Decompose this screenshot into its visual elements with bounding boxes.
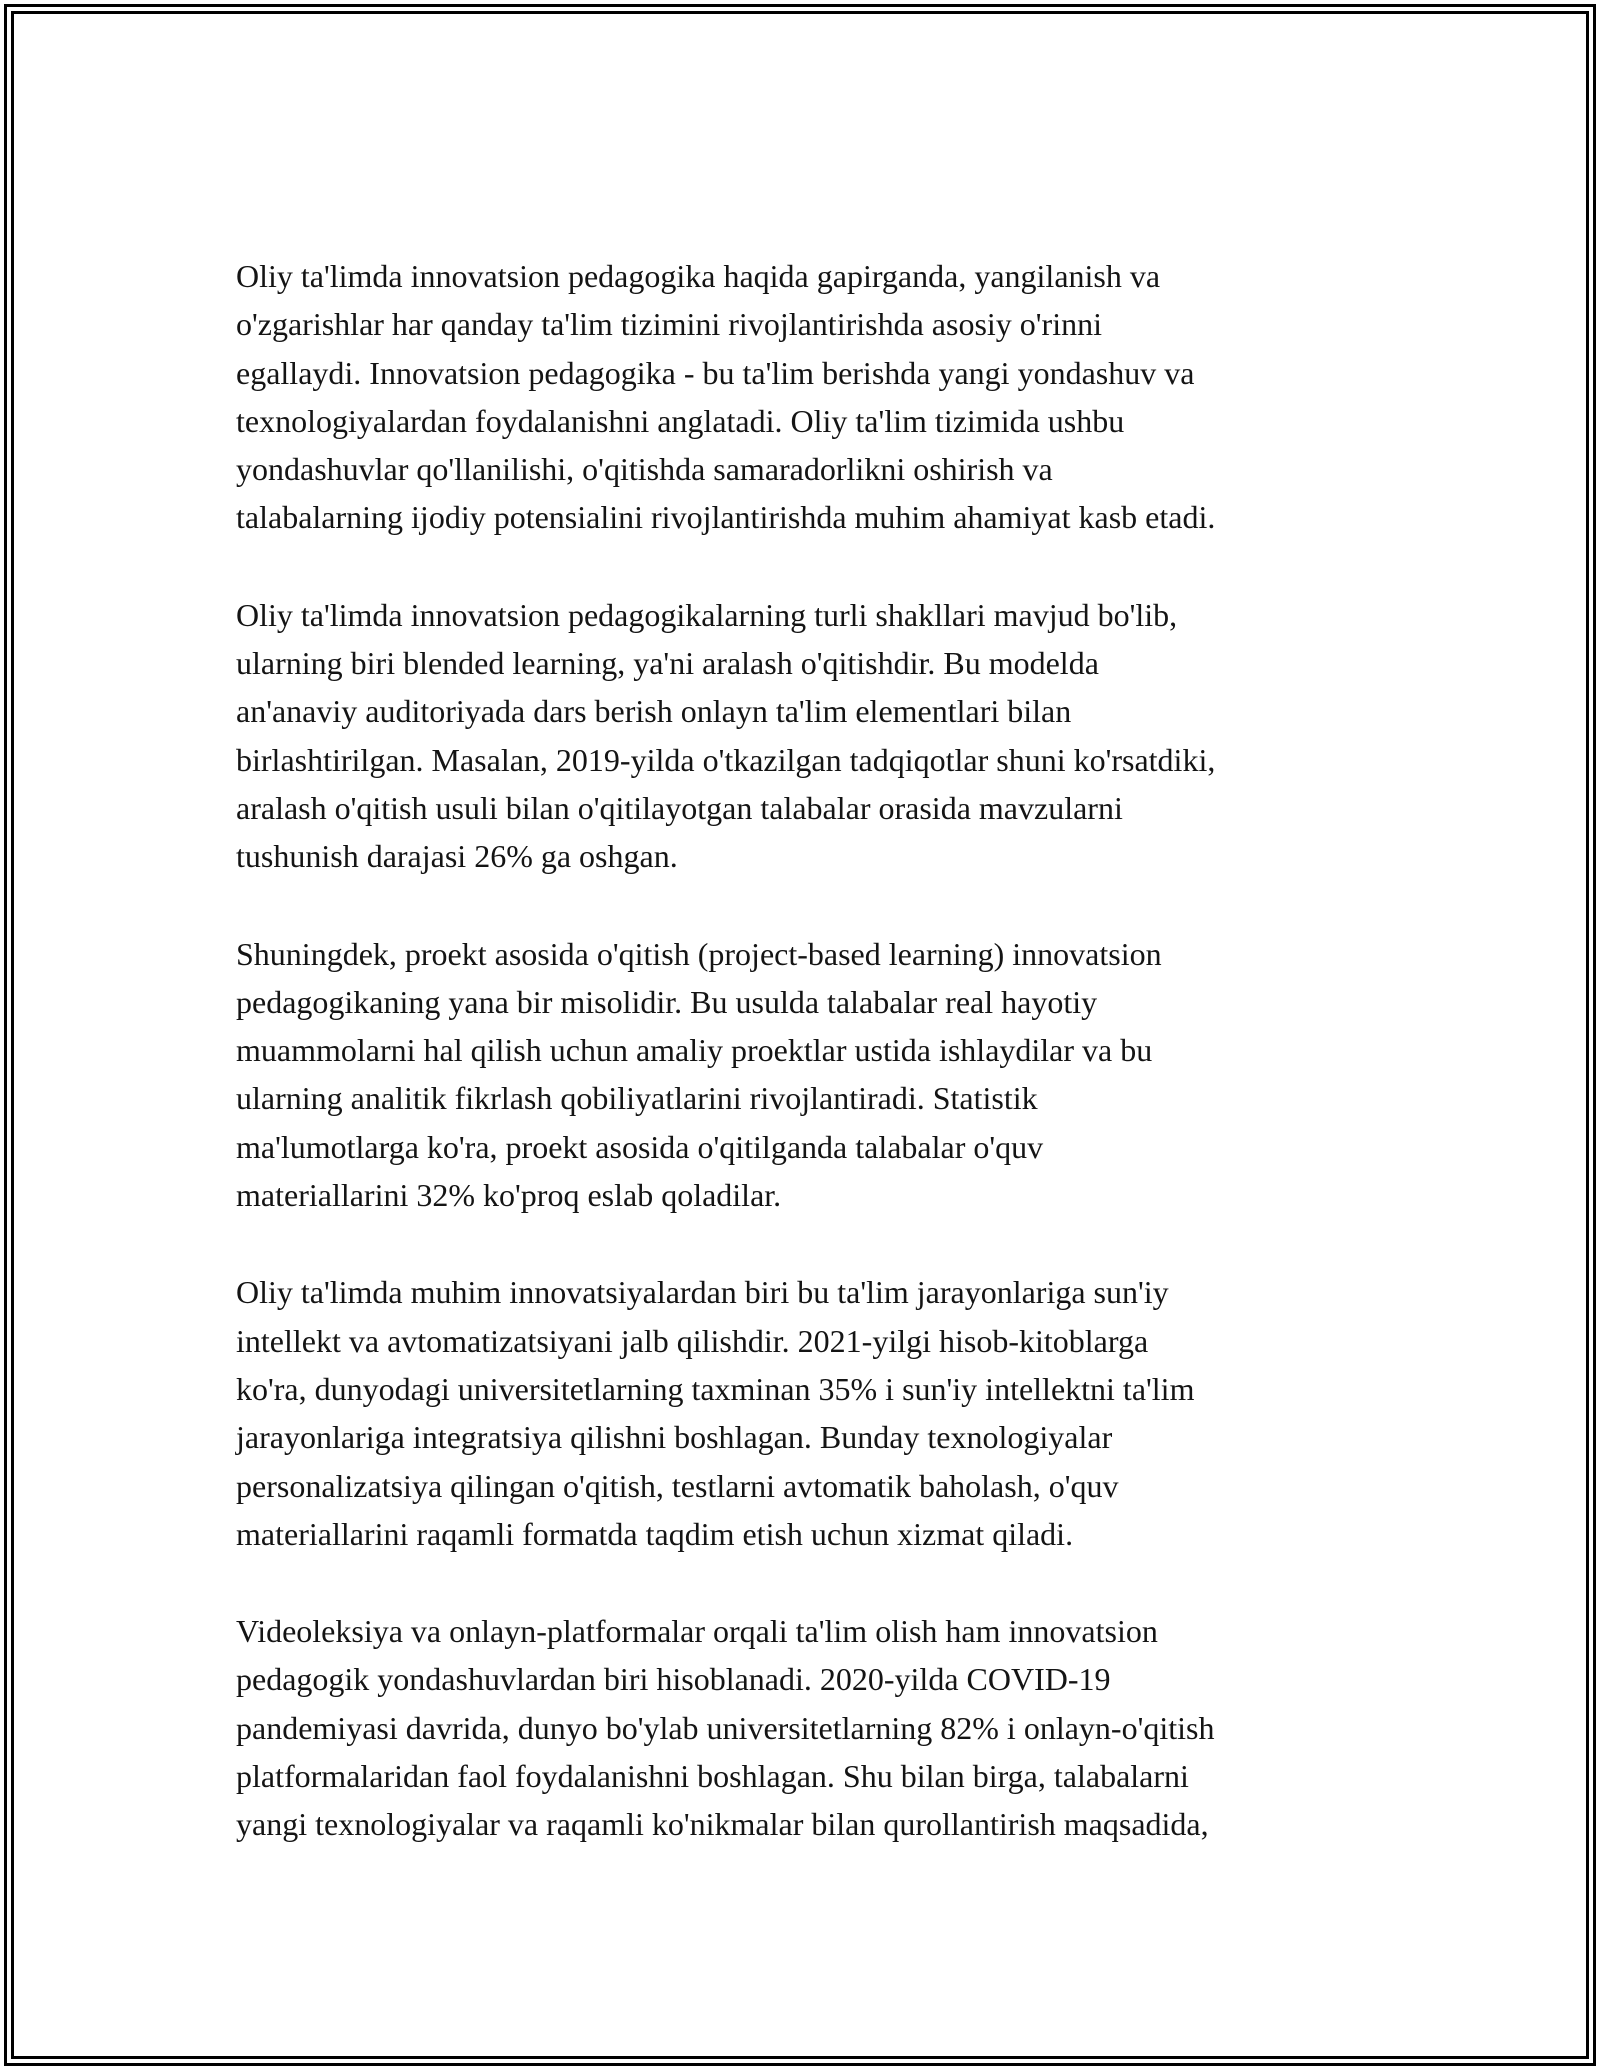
text-line: platformalaridan faol foydalanishni boshlagan. Shu bilan birga, talabalarni <box>236 1758 1189 1795</box>
paragraph-3 <box>236 930 1386 1220</box>
text-line: talabalarning ijodiy potensialini rivojlantirishda muhim ahamiyat kasb etadi. <box>236 499 1216 536</box>
paragraph-4 <box>236 1268 1386 1558</box>
text-line: Oliy ta'limda innovatsion pedagogikalarning turli shakllari mavjud bo'lib, <box>236 596 1178 633</box>
text-line: ularning biri blended learning, ya'ni aralash o'qitishdir. Bu modelda <box>236 645 1099 682</box>
text-line: materiallarini raqamli formatda taqdim etish uchun xizmat qiladi. <box>236 1515 1074 1552</box>
text-line: yangi texnologiyalar va raqamli ko'nikmalar bilan qurollantirish maqsadida, <box>236 1806 1209 1843</box>
text-line: aralash o'qitish usuli bilan o'qitilayotgan talabalar orasida mavzularni <box>236 789 1123 826</box>
text-line: Shuningdek, proekt asosida o'qitish (project-based learning) innovatsion <box>236 935 1162 972</box>
paragraph-2 <box>236 591 1386 881</box>
text-line: an'anaviy auditoriyada dars berish onlayn ta'lim elementlari bilan <box>236 693 1072 730</box>
text-line: ma'lumotlarga ko'ra, proekt asosida o'qitilganda talabalar o'quv <box>236 1128 1044 1165</box>
text-line: Oliy ta'limda innovatsion pedagogika haqida gapirganda, yangilanish va <box>236 258 1161 294</box>
text-line: Oliy ta'limda muhim innovatsiyalardan biri bu ta'lim jarayonlariga sun'iy <box>236 1274 1169 1311</box>
text-line: Videoleksiya va onlayn-platformalar orqali ta'lim olish ham innovatsion <box>236 1613 1158 1650</box>
text-line: ko'ra, dunyodagi universitetlarning taxminan 35% i sun'iy intellektni ta'lim <box>236 1370 1195 1407</box>
text-line: yondashuvlar qo'llanilishi, o'qitishda samaradorlikni oshirish va <box>236 451 1053 488</box>
text-line: jarayonlariga integratsiya qilishni boshlagan. Bunday texnologiyalar <box>236 1419 1113 1456</box>
text-line: ularning analitik fikrlash qobiliyatlarini rivojlantiradi. Statistik <box>236 1080 1038 1117</box>
text-line: texnologiyalardan foydalanishni anglatadi. Oliy ta'lim tizimida ushbu <box>236 402 1125 439</box>
paragraph-5 <box>236 1607 1386 1848</box>
text-line: birlashtirilgan. Masalan, 2019-yilda o'tkazilgan tadqiqotlar shuni ko'rsatdiki, <box>236 741 1216 778</box>
text-line: materiallarini 32% ko'proq eslab qoladilar. <box>236 1177 782 1214</box>
text-line: pandemiyasi davrida, dunyo bo'ylab universitetlarning 82% i onlayn-o'qitish <box>236 1709 1215 1746</box>
text-line: intellekt va avtomatizatsiyani jalb qilishdir. 2021-yilgi hisob-kitoblarga <box>236 1322 1149 1359</box>
text-line: tushunish darajasi 26% ga oshgan. <box>236 838 678 875</box>
text-line: personalizatsiya qilingan o'qitish, testlarni avtomatik baholash, o'quv <box>236 1467 1119 1504</box>
text-line: pedagogik yondashuvlardan biri hisoblanadi. 2020-yilda COVID-19 <box>236 1661 1111 1698</box>
text-line: o'zgarishlar har qanday ta'lim tizimini rivojlantirishda asosiy o'rinni <box>236 306 1102 343</box>
text-line: muammolarni hal qilish uchun amaliy proektlar ustida ishlaydilar va bu <box>236 1032 1153 1069</box>
document-body <box>236 252 1386 1898</box>
text-line: egallaydi. Innovatsion pedagogika - bu ta'lim berishda yangi yondashuv va <box>236 354 1195 391</box>
paragraph-1 <box>236 252 1386 542</box>
text-line: pedagogikaning yana bir misolidir. Bu usulda talabalar real hayotiy <box>236 983 1098 1020</box>
